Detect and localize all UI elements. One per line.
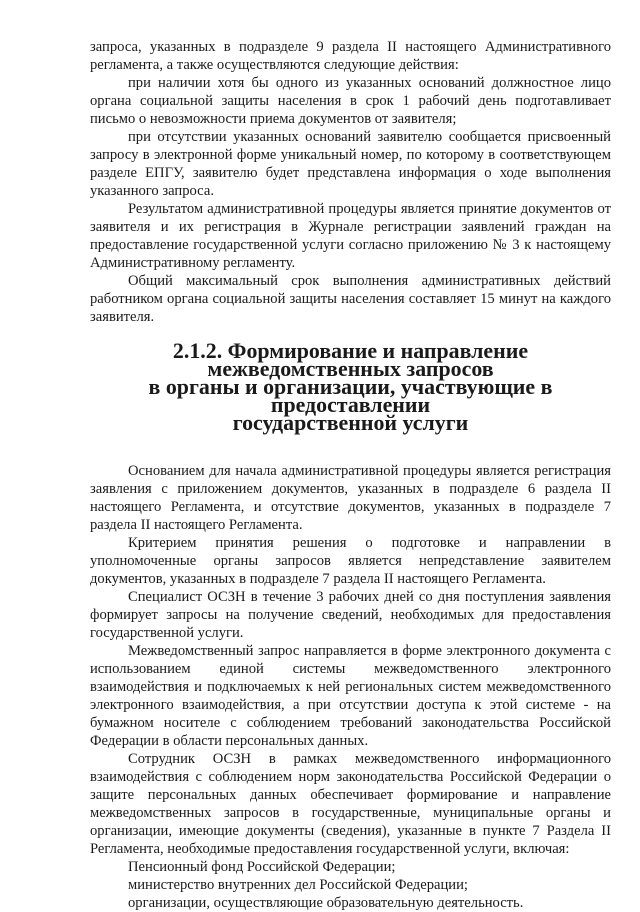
paragraph: при отсутствии указанных оснований заявителю сообщается присвоенный запросу в электронной форме уникальный номер, по которому в соответствующем разделе ЕПГУ, заявителю будет представлена информация о ходе выполнения указанного запроса. <box>90 129 611 199</box>
paragraph: запроса, указанных в подразделе 9 раздела II настоящего Административного регламента, а также осуществляются следующие действия: <box>90 39 611 73</box>
paragraph: Критерием принятия решения о подготовке и направлении в уполномоченные органы запросов является непредставление заявителем документов, указанных в подразделе 7 раздела II настоящего Регламента. <box>90 535 611 587</box>
list-item: организации, осуществляющие образовательную деятельность. <box>128 895 524 911</box>
list-item: министерство внутренних дел Российской Федерации; <box>128 877 468 893</box>
paragraph: Сотрудник ОСЗН в рамках межведомственного информационного взаимодействия с соблюдением норм законодательства Российской Федерации о защите персональных данных обеспечивает формирование и направление межведомственных запросов в государственные, муниципальные органы и организации, имеющие документы (сведения), указанные в пункте 7 Раздела II Регламента, необходимые предоставления государственной услуги, включая: <box>90 751 611 857</box>
section-heading-line: государственной услуги <box>232 410 469 435</box>
paragraph: Основанием для начала административной процедуры является регистрация заявления с приложением документов, указанных в подразделе 6 раздела II настоящего Регламента, и отсутствие документов, указанных в подразделе 7 раздела II настоящего Регламента. <box>90 463 611 533</box>
section-heading <box>90 338 611 435</box>
list-item: Пенсионный фонд Российской Федерации; <box>128 859 396 875</box>
section-heading-line: 2.1.2. Формирование и направление межведомственных запросов <box>172 338 529 381</box>
paragraph: Специалист ОСЗН в течение 3 рабочих дней со дня поступления заявления формирует запросы на получение сведений, необходимых для предоставления государственной услуги. <box>90 589 611 641</box>
paragraph: при наличии хотя бы одного из указанных оснований должностное лицо органа социальной защиты населения в срок 1 рабочий день подготавливает письмо о невозможности приема документов от заявителя; <box>90 75 611 127</box>
section-heading-line: в органы и организации, участвующие в предоставлении <box>148 374 553 417</box>
paragraph: Общий максимальный срок выполнения административных действий работником органа социальной защиты населения составляет 15 минут на каждого заявителя. <box>90 273 611 325</box>
paragraph: Результатом административной процедуры является принятие документов от заявителя и их регистрация в Журнале регистрации заявлений граждан на предоставление государственной услуги согласно приложению № 3 к настоящему Административному регламенту. <box>90 201 611 271</box>
paragraph: Межведомственный запрос направляется в форме электронного документа с использованием единой системы межведомственного электронного взаимодействия и подключаемых к ней региональных систем межведомственного электронного взаимодействия, а при отсутствии доступа к этой системе - на бумажном носителе с соблюдением требований законодательства Российской Федерации в области персональных данных. <box>90 643 611 749</box>
